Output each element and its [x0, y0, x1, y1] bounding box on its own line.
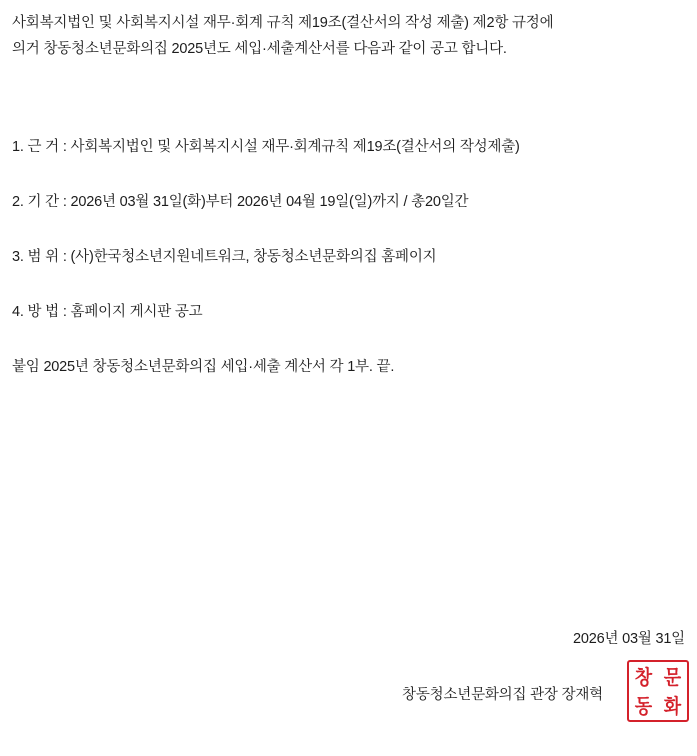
- item-value: 홈페이지 게시판 공고: [70, 304, 203, 320]
- item-value: 2026년 03월 31일(화)부터 2026년 04월 19일(일)까지 / 총20일간: [70, 194, 469, 210]
- item-number: 1.: [12, 139, 24, 155]
- list-item: [12, 136, 685, 158]
- list-item: [12, 301, 685, 323]
- list-item: [12, 246, 685, 268]
- item-number: 2.: [12, 194, 24, 210]
- item-label: 근 거: [27, 139, 59, 155]
- item-label: 방 법: [27, 304, 59, 320]
- item-separator: :: [62, 194, 67, 210]
- items-list: [8, 136, 689, 323]
- list-item: [12, 191, 685, 213]
- item-value: (사)한국청소년지원네트워크, 창동청소년문화의집 홈페이지: [70, 249, 437, 265]
- intro-line-1: 사회복지법인 및 사회복지시설 재무·회계 규칙 제19조(결산서의 작성 제출) 제2항 규정에: [12, 15, 554, 31]
- item-value: 사회복지법인 및 사회복지시설 재무·회계규칙 제19조(결산서의 작성제출): [70, 139, 520, 155]
- intro-line-2: 의거 창동청소년문화의집 2025년도 세입·세출계산서를 다음과 같이 공고 합니다.: [12, 41, 507, 57]
- item-separator: :: [62, 304, 67, 320]
- seal-char-1: 창: [634, 664, 653, 689]
- item-number: 3.: [12, 249, 24, 265]
- signature-line: 창동청소년문화의집 관장 장재혁: [402, 687, 603, 703]
- intro-paragraph: [8, 10, 689, 62]
- item-number: 4.: [12, 304, 24, 320]
- document-date: 2026년 03월 31일: [573, 631, 685, 647]
- seal-char-4: 화: [663, 693, 682, 718]
- attachment-note: 붙임 2025년 창동청소년문화의집 세입·세출 계산서 각 1부. 끝.: [12, 359, 395, 375]
- item-label: 범 위: [27, 249, 59, 265]
- item-separator: :: [62, 139, 67, 155]
- official-seal-icon: [627, 660, 689, 722]
- item-label: 기 간: [27, 194, 59, 210]
- vertical-spacer: [8, 62, 689, 136]
- seal-char-3: 동: [634, 693, 653, 718]
- item-separator: :: [62, 249, 67, 265]
- seal-char-2: 문: [663, 664, 682, 689]
